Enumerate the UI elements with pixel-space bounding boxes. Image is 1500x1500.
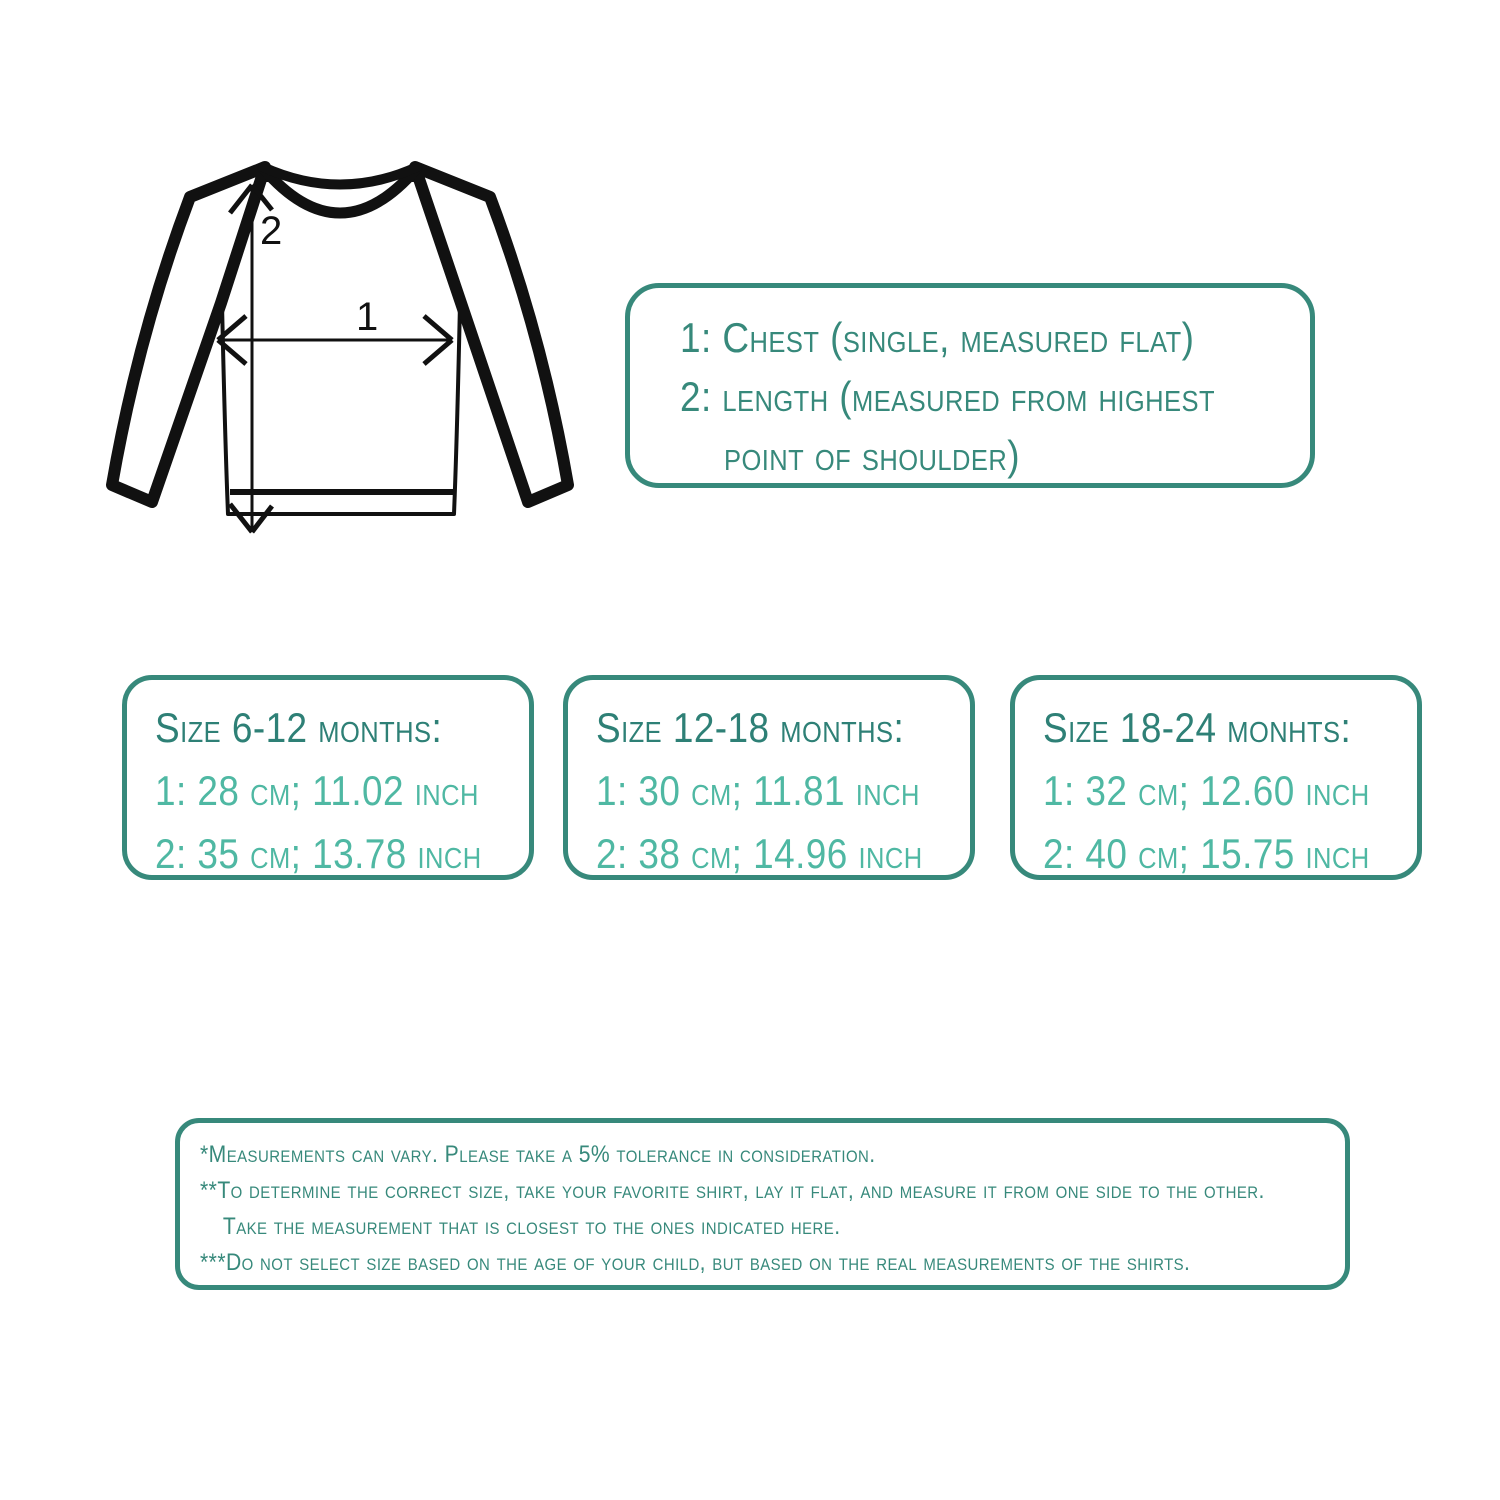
legend-line-chest: 1: Chest (single, measured flat) xyxy=(680,314,1195,361)
size-length-value: 2: 40 cm; 15.75 inch xyxy=(1043,830,1370,877)
size-chest-value: 1: 32 cm; 12.60 inch xyxy=(1043,767,1370,814)
shirt-diagram xyxy=(100,140,580,560)
footnote-age-warning: ***Do not select size based on the age of your child, but based on the real measurements of the shirts. xyxy=(200,1249,1191,1276)
size-box-title: Size 18-24 monhts: xyxy=(1043,704,1352,751)
size-box-title: Size 12-18 months: xyxy=(596,704,905,751)
size-box-12-18-months xyxy=(563,675,975,880)
footnotes-box xyxy=(175,1118,1350,1290)
arrow-label-length: 2 xyxy=(260,209,283,253)
footnote-how-to-measure-cont: Take the measurement that is closest to the ones indicated here. xyxy=(222,1213,841,1240)
size-chest-value: 1: 28 cm; 11.02 inch xyxy=(155,767,479,814)
size-box-title: Size 6-12 months: xyxy=(155,704,443,751)
footnote-how-to-measure: **To determine the correct size, take your favorite shirt, lay it flat, and measure it from one side to the other. xyxy=(200,1177,1265,1204)
legend-line-length: 2: length (measured from highest xyxy=(680,373,1215,420)
shirt-torso xyxy=(222,180,460,514)
size-chest-value: 1: 30 cm; 11.81 inch xyxy=(596,767,920,814)
legend-box xyxy=(625,283,1315,488)
footnote-tolerance: *Measurements can vary. Please take a 5% tolerance in consideration. xyxy=(200,1141,876,1168)
size-box-6-12-months xyxy=(122,675,534,880)
arrow-label-chest: 1 xyxy=(356,295,379,339)
size-length-value: 2: 38 cm; 14.96 inch xyxy=(596,830,923,877)
size-length-value: 2: 35 cm; 13.78 inch xyxy=(155,830,482,877)
legend-line-length-cont: point of shoulder) xyxy=(724,432,1020,479)
size-box-18-24-months xyxy=(1010,675,1422,880)
